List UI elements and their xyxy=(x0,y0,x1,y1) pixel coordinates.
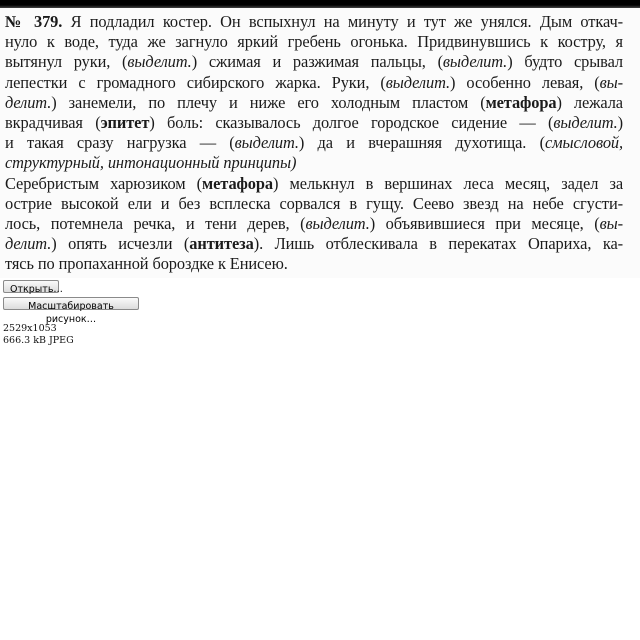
text-line xyxy=(5,12,623,32)
italic-note: выделит. xyxy=(553,112,618,132)
bold-term: метафора xyxy=(485,92,557,112)
text-segment: ). Лишь отблескивала в перекатах Опариха, ка- xyxy=(253,234,623,254)
text-line xyxy=(5,214,623,234)
text-line xyxy=(5,73,623,93)
italic-note: делит. xyxy=(5,234,52,254)
window-top-bar xyxy=(0,0,640,8)
text-segment: ) опять исчезли ( xyxy=(51,234,190,254)
text-segment: Я подладил костер. Он вспыхнул на минуту и тут же унялся. Дым откач- xyxy=(62,12,623,31)
text-segment: и такая сразу нагрузка — ( xyxy=(5,133,235,153)
text-segment: лось, потемнела речка, и тени дерев, ( xyxy=(5,213,306,233)
text-segment: ) занемели, по плечу и ниже его холодным пластом ( xyxy=(51,92,486,112)
text-line xyxy=(5,93,623,113)
text-segment: ) будто срывал xyxy=(507,52,623,72)
text-line xyxy=(5,133,623,153)
bold-term: антитеза xyxy=(189,234,254,254)
text-line xyxy=(5,153,623,173)
text-segment: Серебристым харюзиком ( xyxy=(5,173,203,193)
image-dimensions: 2529x1053 xyxy=(3,323,57,334)
text-line xyxy=(5,32,623,52)
text-segment: ) объявившиеся при месяце, ( xyxy=(369,213,600,233)
file-size-type: 666.3 kB JPEG xyxy=(3,335,74,346)
bold-term: эпитет xyxy=(100,112,150,132)
text-line xyxy=(5,174,623,194)
scale-image-button[interactable]: Масштабировать рисунок… xyxy=(3,297,139,310)
open-button[interactable]: Открыть… xyxy=(3,280,59,293)
text-segment: вытянул руки, ( xyxy=(5,52,128,72)
italic-note: делит. xyxy=(5,92,52,112)
italic-note: выделит. xyxy=(234,133,299,153)
text-segment: ) лежала xyxy=(556,92,623,112)
text-segment: ) особенно левая, ( xyxy=(450,72,600,92)
text-segment: ) боль: сказывалось долгое городское сидение — ( xyxy=(149,112,554,132)
text-line xyxy=(5,234,623,254)
italic-note: выделит. xyxy=(127,52,192,72)
text-segment: нуло к воде, туда же загнуло яркий гребень огонька. Придвинувшись к костру, я xyxy=(5,32,623,52)
italic-note: выделит. xyxy=(442,52,508,72)
italic-note: выделит. xyxy=(305,213,370,233)
italic-note: вы- xyxy=(599,72,623,92)
text-line xyxy=(5,254,623,274)
text-segment: лепестки с громадного сибирского жарка. Руки, ( xyxy=(5,72,386,92)
italic-note: структурный, интонационный принципы) xyxy=(5,153,297,173)
text-line xyxy=(5,113,623,133)
italic-note: смысловой, xyxy=(544,133,624,153)
text-segment: вкрадчивая ( xyxy=(5,112,101,132)
text-segment: острие высокой ели и без всплеска сорвался в гущу. Сеево звезд на небе сгусти- xyxy=(5,193,623,213)
image-controls xyxy=(3,280,139,325)
scanned-image xyxy=(0,8,640,278)
text-segment: ) сжимая и разжимая пальцы, ( xyxy=(191,52,443,72)
scanned-text xyxy=(5,12,623,274)
bold-term: метафора xyxy=(202,173,273,193)
text-line xyxy=(5,194,623,214)
italic-note: вы- xyxy=(599,213,623,233)
text-line xyxy=(5,52,623,72)
text-segment: ) мелькнул в вершинах леса месяц, задел за xyxy=(272,173,623,193)
italic-note: выделит. xyxy=(385,72,451,92)
exercise-number: № 379. xyxy=(5,12,63,31)
text-segment: тясь по пропаханной бороздке к Енисею. xyxy=(5,254,288,274)
text-segment: ) да и вчерашняя духотища. ( xyxy=(298,133,545,153)
text-segment: ) xyxy=(617,112,623,132)
